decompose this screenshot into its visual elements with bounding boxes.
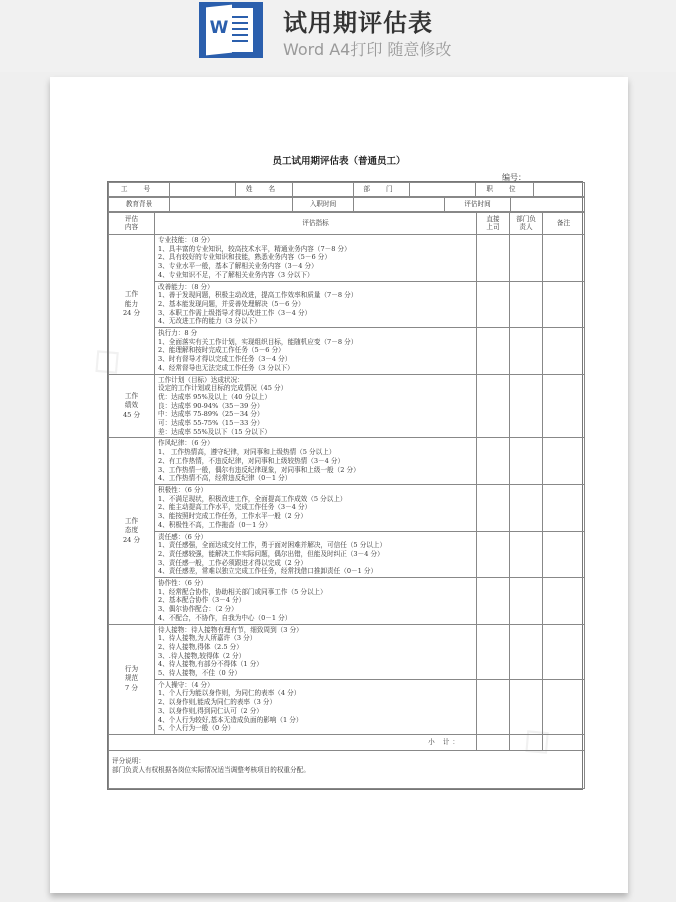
indicator-criterion: 4、待人接物,有部分不得体（1 分） <box>158 660 263 669</box>
indicator-criterion: 1、责任感强，全面达成交付工作，勇于面对困难并解决，可信任（5 分以上） <box>158 541 387 550</box>
indicator-criterion: 2、以身作则,能成为同仁的表率（3 分） <box>158 698 277 707</box>
dept-head-score-cell[interactable] <box>510 679 543 734</box>
indicator-criterion: 3、专业水平一般，基本了解相关业务内容（3－4 分） <box>158 262 318 271</box>
indicator-cell <box>155 235 477 282</box>
remarks-cell[interactable] <box>543 624 585 679</box>
indicator-cell <box>155 281 477 328</box>
indicator-criterion: 1、具丰富的专业知识，较高技术水平，精通业务内容（7－8 分） <box>158 244 351 253</box>
indicator-cell <box>155 531 477 578</box>
column-header-content: 评估 内容 <box>109 213 155 235</box>
indicator-row <box>109 624 585 679</box>
indicator-row <box>109 438 585 485</box>
indicator-criterion: 4、经常督导也无法完成工作任务（3 分以下） <box>158 363 294 372</box>
eval-date-field[interactable] <box>511 198 585 212</box>
indicator-row <box>109 374 585 438</box>
watermark: ◇ <box>78 332 132 388</box>
indicator-title: 执行力：8 分 <box>158 329 198 338</box>
remarks-cell[interactable] <box>543 328 585 375</box>
indicator-criterion: 5、待人接物，不佳（0 分） <box>158 669 242 678</box>
indicator-criterion: 1、 工作热情高，遵守纪律，对同事和上级热情（5 分以上） <box>158 448 336 457</box>
supervisor-score-cell[interactable] <box>477 484 510 531</box>
indicator-criterion: 1、经常配合协作，协助相关部门或同事工作（5 分以上） <box>158 587 327 596</box>
position-label: 职 位 <box>476 183 534 197</box>
category-cell: 工作 态度 24 分 <box>109 438 155 624</box>
education-label: 教育背景 <box>109 198 170 212</box>
remarks-cell[interactable] <box>543 679 585 734</box>
indicator-cell <box>155 374 477 438</box>
indicator-title: 协作性：（6 分） <box>158 579 208 588</box>
evaluation-table <box>108 212 585 789</box>
eval-date-label: 评估时间 <box>445 198 511 212</box>
subtotal-dept-head-cell[interactable] <box>510 734 543 750</box>
notes-row <box>109 750 585 788</box>
category-cell: 工作 能力 24 分 <box>109 235 155 375</box>
indicator-criterion: 3、能按照时完成工作任务，工作水平一般（2 分） <box>158 512 307 521</box>
scoring-notes-title: 评分说明： <box>112 756 145 765</box>
indicator-criterion: 2、责任感较强，能解决工作实际问题，偶尔出错，但能及时纠正（3－4 分） <box>158 549 384 558</box>
indicator-criterion: 可：达成率 55-75%（15－33 分） <box>158 419 264 428</box>
dept-head-score-cell[interactable] <box>510 624 543 679</box>
supervisor-score-cell[interactable] <box>477 374 510 438</box>
remarks-cell[interactable] <box>543 531 585 578</box>
indicator-criterion: 优：达成率 95%及以上（40 分以上） <box>158 392 271 401</box>
evaluation-form <box>107 181 583 790</box>
department-field[interactable] <box>410 183 476 197</box>
indicator-criterion: 设定的工作计划或目标的完成情况（45 分） <box>158 384 288 393</box>
dept-head-score-cell[interactable] <box>510 438 543 485</box>
indicator-criterion: 3、时有督导才得以完成工作任务（3－4 分） <box>158 355 292 364</box>
word-icon-letter: W <box>209 18 229 38</box>
indicator-criterion: 1、善于发现问题，积极主动改进，提高工作效率和质量（7－8 分） <box>158 291 358 300</box>
indicator-criterion: 4、专业知识不足，不了解相关业务内容（3 分以下） <box>158 270 314 279</box>
column-header-row <box>109 213 585 235</box>
remarks-cell[interactable] <box>543 438 585 485</box>
indicator-row <box>109 328 585 375</box>
document-page <box>50 77 628 893</box>
subtotal-row <box>109 734 585 750</box>
word-icon <box>199 2 263 58</box>
subtotal-label: 小 计： <box>109 734 477 750</box>
indicator-title: 积极性：（6 分） <box>158 485 208 494</box>
indicator-cell <box>155 484 477 531</box>
column-header-dept-head: 部门负 责人 <box>510 213 543 235</box>
indicator-title: 工作计划（目标）达成状况： <box>158 375 244 384</box>
indicator-criterion: 4、责任感差，常难以独立完成工作任务，经常找借口推卸责任（0－1 分） <box>158 567 378 576</box>
indicator-criterion: 3、.待人接物,较得体（2 分） <box>158 651 246 660</box>
indicator-criterion: 3、责任感一般，工作必须跟进才得以完成（2 分） <box>158 558 307 567</box>
indicator-criterion: 良：达成率 90-94%（35－39 分） <box>158 401 264 410</box>
info-row-1 <box>108 182 585 197</box>
indicator-cell <box>155 578 477 625</box>
indicator-cell <box>155 328 477 375</box>
indicator-criterion: 1、个人行为能以身作则，为同仁的表率（4 分） <box>158 689 301 698</box>
supervisor-score-cell[interactable] <box>477 679 510 734</box>
name-label: 姓 名 <box>236 183 293 197</box>
column-header-supervisor: 直接 上司 <box>477 213 510 235</box>
dept-head-score-cell[interactable] <box>510 531 543 578</box>
supervisor-score-cell[interactable] <box>477 235 510 282</box>
subtotal-supervisor-cell[interactable] <box>477 734 510 750</box>
dept-head-score-cell[interactable] <box>510 281 543 328</box>
hire-date-label: 入职时间 <box>293 198 354 212</box>
indicator-cell <box>155 624 477 679</box>
scoring-notes-text: 部门负责人有权根据各岗位实际情况适当调整考核项目的权重分配。 <box>112 765 310 774</box>
indicator-title: 责任感：（6 分） <box>158 532 208 541</box>
indicator-row <box>109 679 585 734</box>
indicator-criterion: 4、不配合，不协作，自我为中心（0－1 分） <box>158 613 292 622</box>
name-field[interactable] <box>293 183 354 197</box>
indicator-title: 改善能力：（8 分） <box>158 282 214 291</box>
remarks-cell[interactable] <box>543 484 585 531</box>
column-header-remarks: 备注 <box>543 213 585 235</box>
dept-head-score-cell[interactable] <box>510 235 543 282</box>
indicator-title: 专业技能：（8 分） <box>158 236 214 244</box>
indicator-criterion: 3、偶尔协作配合：（2 分） <box>158 605 238 614</box>
indicator-criterion: 2、能理解和按时完成工作任务（5－6 分） <box>158 346 285 355</box>
category-cell: 行为 规范 7 分 <box>109 624 155 734</box>
column-header-indicators: 评估指标 <box>155 213 477 235</box>
position-field[interactable] <box>534 183 585 197</box>
education-field[interactable] <box>170 198 293 212</box>
document-number-label: 编号： <box>502 173 526 182</box>
indicator-criterion: 2、能主动提高工作水平，完成工作任务（3－4 分） <box>158 503 312 512</box>
supervisor-score-cell[interactable] <box>477 578 510 625</box>
indicator-title: 个人操守：（4 分） <box>158 680 214 689</box>
remarks-cell[interactable] <box>543 578 585 625</box>
indicator-criterion: 4、个人行为较好,基本无造成负面的影响（1 分） <box>158 715 303 724</box>
indicator-criterion: 4、工作热情不高，经常违反纪律（0－1 分） <box>158 474 292 483</box>
indicator-criterion: 1、全面落实有关工作计划，实现组织目标，能随机应变（7－8 分） <box>158 337 358 346</box>
watermark: ◇ <box>508 712 562 768</box>
dept-head-score-cell[interactable] <box>510 578 543 625</box>
remarks-cell[interactable] <box>543 374 585 438</box>
dept-head-score-cell[interactable] <box>510 374 543 438</box>
employee-id-label: 工 号 <box>109 183 170 197</box>
indicator-row <box>109 531 585 578</box>
department-label: 部 门 <box>354 183 410 197</box>
indicator-row <box>109 235 585 282</box>
scoring-notes <box>109 750 585 788</box>
indicator-criterion: 3、工作热情一般，偶尔有违反纪律现象，对同事和上级一般（2 分） <box>158 465 360 474</box>
banner-title: 试用期评估表 <box>283 9 433 37</box>
remarks-cell[interactable] <box>543 235 585 282</box>
indicator-criterion: 差：达成率 55%及以下（15 分以下） <box>158 427 271 436</box>
supervisor-score-cell[interactable] <box>477 531 510 578</box>
supervisor-score-cell[interactable] <box>477 328 510 375</box>
indicator-criterion: 4、积极性不高，工作拖沓（0－1 分） <box>158 520 272 529</box>
indicator-row <box>109 484 585 531</box>
banner-subtitle: Word A4打印 随意修改 <box>283 40 452 59</box>
subtotal-remarks-cell[interactable] <box>543 734 585 750</box>
supervisor-score-cell[interactable] <box>477 624 510 679</box>
supervisor-score-cell[interactable] <box>477 281 510 328</box>
category-cell: 工作 绩效 45 分 <box>109 374 155 438</box>
indicator-cell <box>155 438 477 485</box>
indicator-criterion: 1、不满足现状，积极改进工作，全面提高工作成效（5 分以上） <box>158 494 347 503</box>
indicator-criterion: 2、基本能发现问题，并妥善处理解决（5－6 分） <box>158 299 305 308</box>
dept-head-score-cell[interactable] <box>510 328 543 375</box>
indicator-criterion: 2、具有较好的专业知识和技能，熟悉业务内容（5－6 分） <box>158 253 331 262</box>
employee-id-field[interactable] <box>170 183 236 197</box>
indicator-title: 作风纪律：（6 分） <box>158 439 214 448</box>
indicator-row <box>109 281 585 328</box>
indicator-criterion: 4、无改进工作的能力（3 分以下） <box>158 317 261 326</box>
indicator-criterion: 2、基本配合协作（3－4 分） <box>158 596 246 605</box>
hire-date-field[interactable] <box>354 198 445 212</box>
indicator-cell <box>155 679 477 734</box>
info-row-2 <box>108 197 585 212</box>
indicator-criterion: 2、有工作热情，不违反纪律，对同事和上级较热情（3－4 分） <box>158 456 345 465</box>
supervisor-score-cell[interactable] <box>477 438 510 485</box>
indicator-criterion: 3、以身作则,得到同仁认可（2 分） <box>158 706 263 715</box>
indicator-criterion: 5、个人行为一般（0 分） <box>158 724 235 733</box>
document-title: 员工试用期评估表（普通员工） <box>272 156 406 167</box>
template-banner <box>0 0 676 72</box>
indicator-criterion: 2、待人接物,得体（2.5 分） <box>158 642 243 651</box>
indicator-criterion: 3、本职工作需上级指导才得以改进工作（3－4 分） <box>158 308 312 317</box>
dept-head-score-cell[interactable] <box>510 484 543 531</box>
indicator-criterion: 1、待人接物,为人所嘉许（3 分） <box>158 634 257 643</box>
indicator-row <box>109 578 585 625</box>
remarks-cell[interactable] <box>543 281 585 328</box>
indicator-title: 待人接物：待人接物有理有节，细致周到（3 分） <box>158 625 303 634</box>
indicator-criterion: 中：达成率 75-89%（25－34 分） <box>158 410 264 419</box>
